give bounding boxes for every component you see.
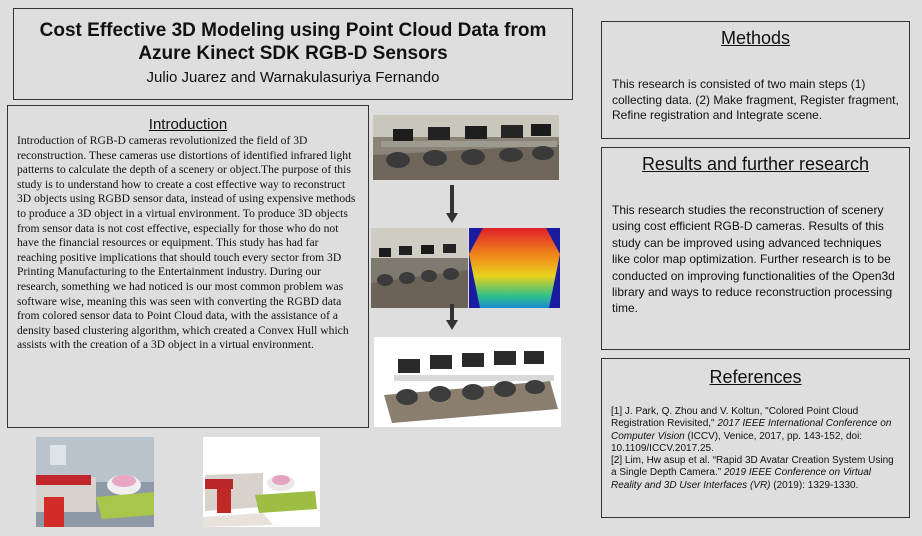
- references-heading: References: [709, 367, 802, 387]
- rgbd-color-frame: [371, 228, 468, 308]
- title-line-2: Azure Kinect SDK RGB-D Sensors: [138, 43, 448, 64]
- authors: Julio Juarez and Warnakulasuriya Fernando: [146, 69, 440, 86]
- introduction-section: [7, 105, 369, 428]
- reference-1-text: [1] J. Park, Q. Zhou and V. Koltun, "Colored Point Cloud Registration Revisited,": [611, 406, 859, 430]
- references-list: [611, 406, 901, 492]
- results-heading: Results and further research: [641, 154, 870, 174]
- reference-1-details: (ICCV), Venice, 2017, pp. 143-152, doi: 10.1109/ICCV.2017.25.: [611, 430, 863, 454]
- reference-2-venue: 2019 IEEE Conference on Virtual Reality and 3D User Interfaces (VR): [611, 467, 871, 491]
- methods-section: [601, 21, 910, 139]
- results-section: [601, 147, 910, 350]
- title-line-1: Cost Effective 3D Modeling using Point Cloud Data from: [39, 20, 547, 41]
- reference-1-venue: 2017 IEEE International Conference on Computer Vision: [611, 418, 892, 442]
- reference-2-text: [2] Lim, Hw asup et al. “Rapid 3D Avatar Creation System Using a Single Depth Camera.”: [611, 455, 894, 479]
- reference-2-details: (2019): 1329-1330.: [770, 479, 859, 491]
- depth-map-frame: [469, 228, 560, 308]
- bedroom-reconstruction: [203, 437, 320, 527]
- point-cloud-reconstruction: [374, 337, 561, 427]
- introduction-heading: Introduction: [148, 116, 228, 133]
- results-body: This research studies the reconstruction of scenery using cost efficient RGB-D cameras. Results of this study can be improved using advanced techniques like color map optimization. Further research is to be conducted on improving functionalities of the Open3d library and ways to reduce reconstruction processing time.: [612, 203, 895, 316]
- poster-title: [14, 19, 572, 65]
- methods-heading: Methods: [720, 28, 791, 48]
- methods-body: This research is consisted of two main steps (1) collecting data. (2) Make fragment, Register fragment, Refine registration and Integrate scene.: [612, 77, 899, 122]
- bedroom-photo: [36, 437, 154, 527]
- title-block: [13, 8, 573, 100]
- classroom-photo: [373, 115, 559, 180]
- introduction-body: Introduction of RGB-D cameras revolutionized the field of 3D reconstruction. These cameras use distortions of identified infrared light patterns to calculate the depth of a scenery or object.The purpose of this study is to understand how to create a cost effective way to reconstruct 3D objects using RGBD sensor data, instead of using expensive methods to produce a 3D object in a virtual environment. To produce 3D objects from sensor data is not cost effective, especially for those who do not have the financial resources or equipment. This study has had far reaching positive implications that should touch every sector from 3D Printing Manufacturing to the Entertainment industry. During our research, something we had noticed is our most common problem was software wise, meaning this was seen with converting the RGBD data from colored sensor data to Point Cloud data, with the assistance of a density based clustering algorithm, which created a Convex Hull which assists with the creation of a 3D object in a virtual environment.: [17, 134, 356, 352]
- references-section: [601, 358, 910, 518]
